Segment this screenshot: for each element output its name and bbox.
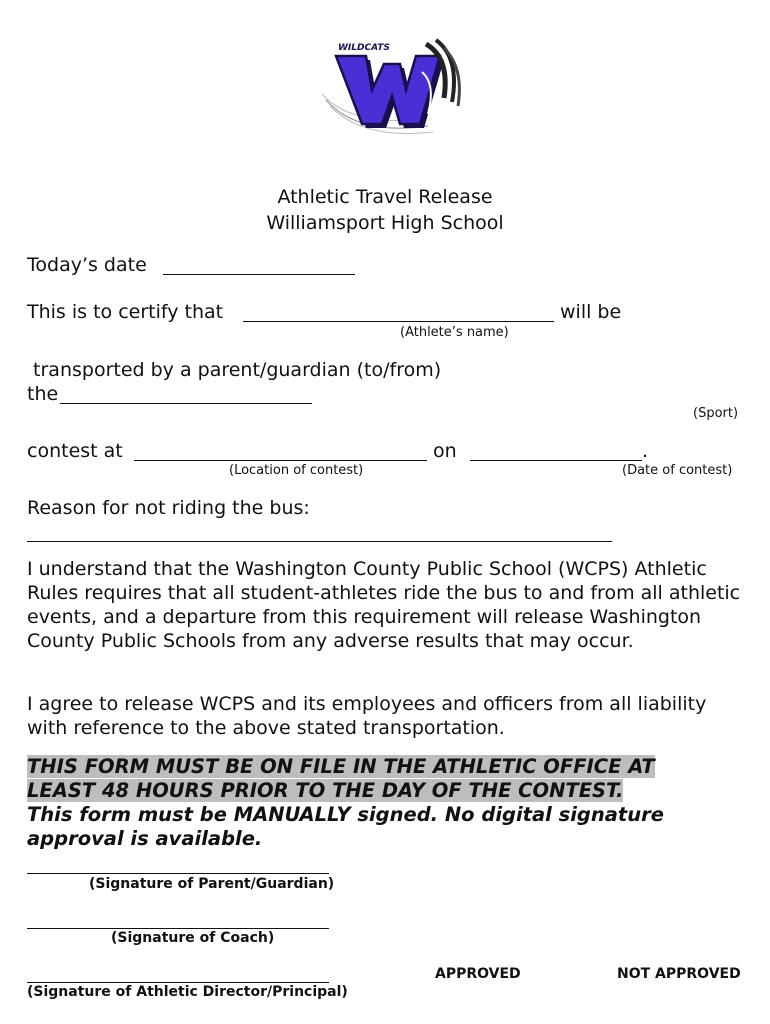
- coach-signature-field[interactable]: [27, 910, 329, 929]
- todays-date-label: Today’s date: [27, 254, 147, 276]
- director-signature-caption: (Signature of Athletic Director/Principal): [27, 984, 348, 1000]
- warning-line-1: [27, 755, 655, 779]
- athlete-name-field[interactable]: [243, 304, 554, 322]
- contest-date-field[interactable]: [470, 443, 642, 461]
- logo-wildcats-text: WILDCATS: [338, 43, 390, 53]
- understand-paragraph: I understand that the Washington County Public School (WCPS) Athletic Rules requires that all student-athletes ride the bus to and from all athletic events, and a departure from this requirement will release Washington County Public Schools from any adverse results that may occur.: [27, 558, 741, 652]
- athlete-name-caption: (Athlete’s name): [400, 325, 509, 340]
- coach-signature-caption: (Signature of Coach): [111, 930, 275, 946]
- parent-signature-caption: (Signature of Parent/Guardian): [89, 876, 335, 892]
- agree-paragraph: I agree to release WCPS and its employees and officers from all liability with reference to the above stated transportation.: [27, 693, 707, 739]
- location-caption: (Location of contest): [229, 463, 364, 478]
- reason-label: Reason for not riding the bus:: [27, 497, 310, 519]
- transported-line: transported by a parent/guardian (to/from): [27, 359, 442, 381]
- the-label: the: [27, 383, 59, 405]
- sport-caption: (Sport): [693, 406, 739, 421]
- on-label: on: [433, 440, 457, 462]
- period: .: [642, 440, 649, 462]
- title-line-1: Athletic Travel Release: [277, 186, 493, 208]
- warning-line-2: [27, 779, 623, 803]
- sport-field[interactable]: [60, 386, 312, 404]
- certify-prefix: This is to certify that: [27, 301, 224, 323]
- date-caption: (Date of contest): [622, 463, 733, 478]
- director-signature-field[interactable]: [27, 964, 329, 983]
- parent-signature-field[interactable]: [27, 855, 329, 874]
- not-approved-label: NOT APPROVED: [617, 966, 741, 982]
- school-logo: [318, 28, 468, 146]
- warning-line-3: This form must be MANUALLY signed. No digital signature: [27, 803, 664, 826]
- location-field[interactable]: [134, 443, 427, 461]
- todays-date-field[interactable]: [163, 257, 355, 275]
- title-line-2: Williamsport High School: [266, 212, 504, 234]
- certify-suffix: will be: [560, 301, 622, 323]
- warning-line-4: approval is available.: [27, 827, 263, 850]
- warning-line-2-text: LEAST 48 HOURS PRIOR TO THE DAY OF THE CONTEST.: [27, 779, 624, 802]
- contest-prefix: contest at: [27, 440, 123, 462]
- warning-line-1-text: THIS FORM MUST BE ON FILE IN THE ATHLETIC OFFICE AT: [27, 755, 655, 778]
- approved-label: APPROVED: [435, 966, 521, 982]
- reason-field[interactable]: [27, 524, 612, 542]
